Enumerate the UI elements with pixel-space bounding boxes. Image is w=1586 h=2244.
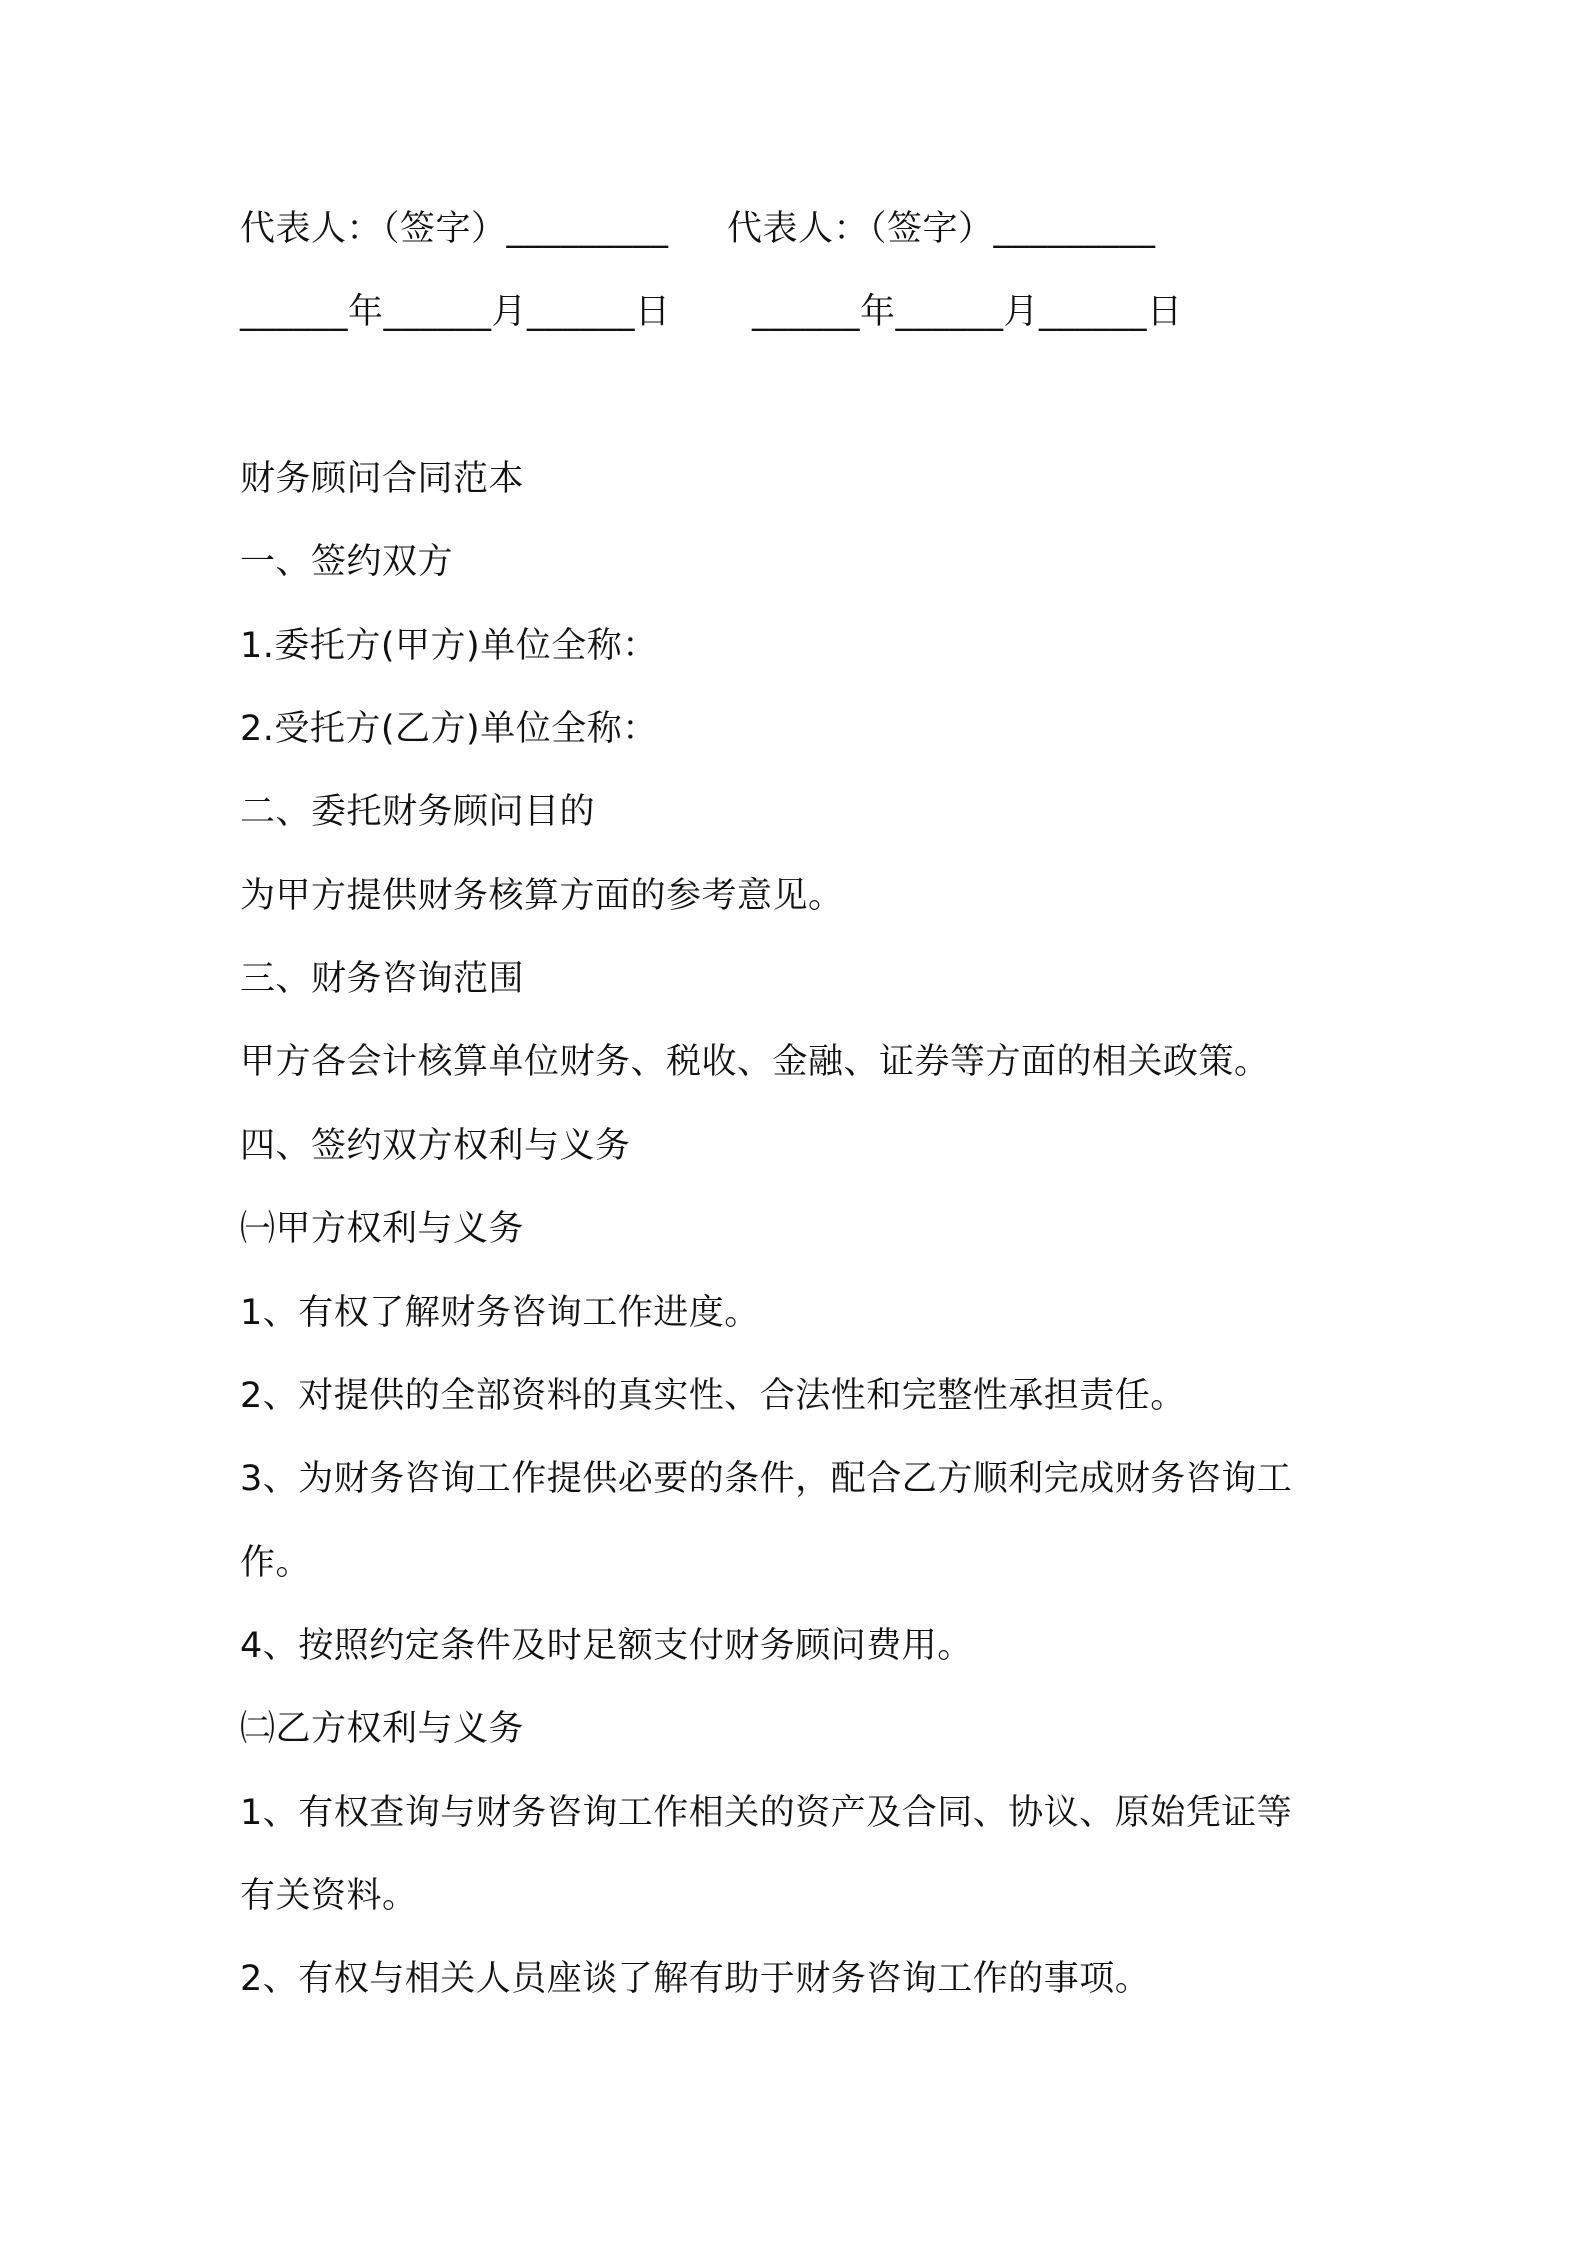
page-title: 财务顾问合同范本 <box>240 459 525 499</box>
paragraph-line: 1、有权了解财务咨询工作进度。 <box>240 1293 760 1333</box>
date-right: ______年______月______日 <box>752 292 1183 332</box>
paragraph-line: 作。 <box>240 1543 312 1583</box>
section-heading: 四、签约双方权利与义务 <box>240 1126 631 1166</box>
subsection-heading: ㈡乙方权利与义务 <box>240 1709 525 1749</box>
signature-left: 代表人：（签字）_________ <box>240 209 669 249</box>
paragraph-line: 2.受托方(乙方)单位全称： <box>240 709 658 749</box>
date-left: ______年______月______日 <box>240 292 671 332</box>
paragraph-line: 甲方各会计核算单位财务、税收、金融、证券等方面的相关政策。 <box>240 1042 1270 1082</box>
paragraph-line: 3、为财务咨询工作提供必要的条件，配合乙方顺利完成财务咨询工 <box>240 1459 1293 1499</box>
paragraph-line: 1、有权查询与财务咨询工作相关的资产及合同、协议、原始凭证等 <box>240 1793 1293 1833</box>
signature-row <box>240 207 1156 251</box>
section-heading: 三、财务咨询范围 <box>240 959 525 999</box>
section-heading: 二、委托财务顾问目的 <box>240 792 596 832</box>
paragraph-line: 有关资料。 <box>240 1876 418 1916</box>
section-heading: 一、签约双方 <box>240 542 454 582</box>
signature-right: 代表人：（签字）_________ <box>727 209 1156 249</box>
subsection-heading: ㈠甲方权利与义务 <box>240 1209 525 1249</box>
paragraph-line: 1.委托方(甲方)单位全称： <box>240 626 658 666</box>
paragraph-line: 2、对提供的全部资料的真实性、合法性和完整性承担责任。 <box>240 1376 1186 1416</box>
date-row <box>240 290 1183 334</box>
paragraph-line: 2、有权与相关人员座谈了解有助于财务咨询工作的事项。 <box>240 1959 1151 1999</box>
paragraph-line: 4、按照约定条件及时足额支付财务顾问费用。 <box>240 1626 973 1666</box>
paragraph-line: 为甲方提供财务核算方面的参考意见。 <box>240 876 844 916</box>
